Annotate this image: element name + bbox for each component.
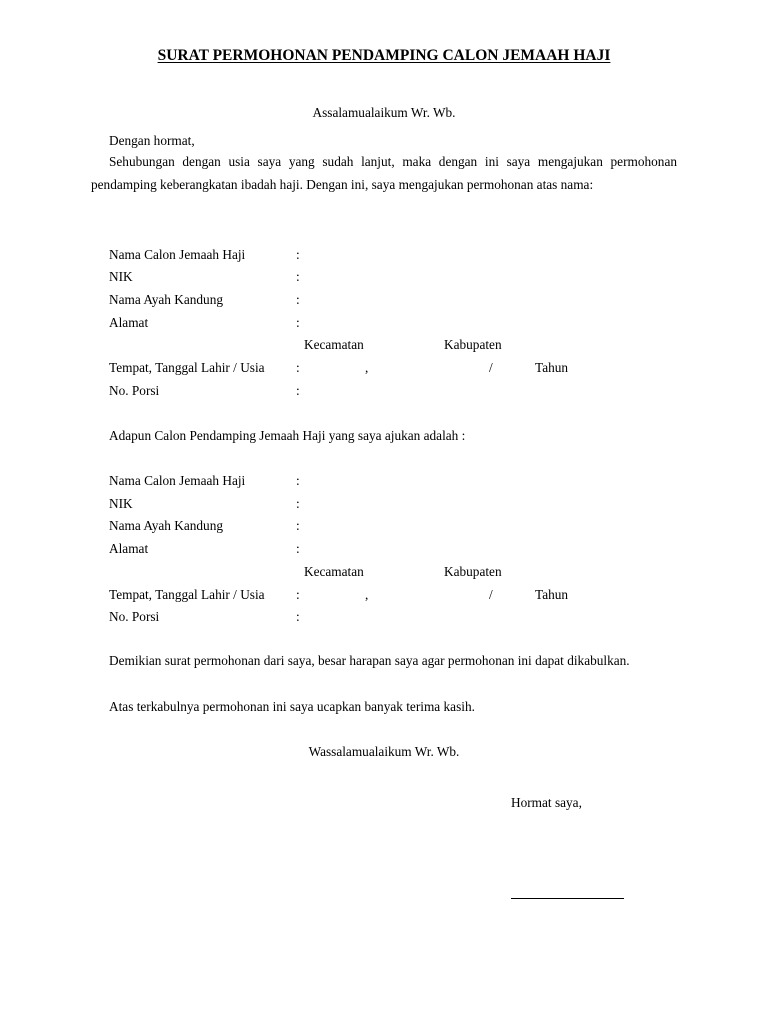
label-ttl: Tempat, Tanggal Lahir / Usia <box>109 587 265 602</box>
label-tahun: Tahun <box>535 587 569 602</box>
opening-greeting: Assalamualaikum Wr. Wb. <box>312 105 456 120</box>
label-nama: Nama Calon Jemaah Haji <box>109 473 246 488</box>
thanks-line: Atas terkabulnya permohonan ini saya ucapkan banyak terima kasih. <box>109 699 475 714</box>
comma: , <box>365 587 369 602</box>
colon: : <box>296 292 300 307</box>
label-alamat: Alamat <box>109 315 149 330</box>
label-nik: NIK <box>109 496 133 511</box>
companion-intro: Adapun Calon Pendamping Jemaah Haji yang saya ajukan adalah : <box>109 428 466 443</box>
label-kecamatan: Kecamatan <box>304 337 364 352</box>
signature-line <box>511 898 624 899</box>
document-title: SURAT PERMOHONAN PENDAMPING CALON JEMAAH HAJI <box>157 47 611 64</box>
label-ayah: Nama Ayah Kandung <box>109 518 223 533</box>
label-porsi: No. Porsi <box>109 383 160 398</box>
label-nama: Nama Calon Jemaah Haji <box>109 247 246 262</box>
label-kecamatan: Kecamatan <box>304 564 364 579</box>
colon: : <box>296 518 300 533</box>
colon: : <box>296 587 300 602</box>
label-ttl: Tempat, Tanggal Lahir / Usia <box>109 360 265 375</box>
label-ayah: Nama Ayah Kandung <box>109 292 223 307</box>
label-kabupaten: Kabupaten <box>444 564 502 579</box>
colon: : <box>296 269 300 284</box>
colon: : <box>296 609 300 624</box>
regards: Hormat saya, <box>511 795 582 810</box>
slash: / <box>489 587 493 602</box>
label-kabupaten: Kabupaten <box>444 337 502 352</box>
slash: / <box>489 360 493 375</box>
closing-greeting: Wassalamualaikum Wr. Wb. <box>308 744 460 759</box>
label-porsi: No. Porsi <box>109 609 160 624</box>
label-nik: NIK <box>109 269 133 284</box>
colon: : <box>296 360 300 375</box>
intro-paragraph: Sehubungan dengan usia saya yang sudah lanjut, maka dengan ini saya mengajukan permohonan pendamping keberangkatan ibadah haji. Dengan ini, saya mengajukan permohonan atas nama: <box>91 154 677 192</box>
colon: : <box>296 315 300 330</box>
colon: : <box>296 247 300 262</box>
label-alamat: Alamat <box>109 541 149 556</box>
colon: : <box>296 496 300 511</box>
salutation: Dengan hormat, <box>109 133 195 148</box>
label-tahun: Tahun <box>535 360 569 375</box>
closing-paragraph: Demikian surat permohonan dari saya, besar harapan saya agar permohonan ini dapat dikabulkan. <box>109 653 630 668</box>
colon: : <box>296 473 300 488</box>
colon: : <box>296 541 300 556</box>
comma: , <box>365 360 369 375</box>
colon: : <box>296 383 300 398</box>
